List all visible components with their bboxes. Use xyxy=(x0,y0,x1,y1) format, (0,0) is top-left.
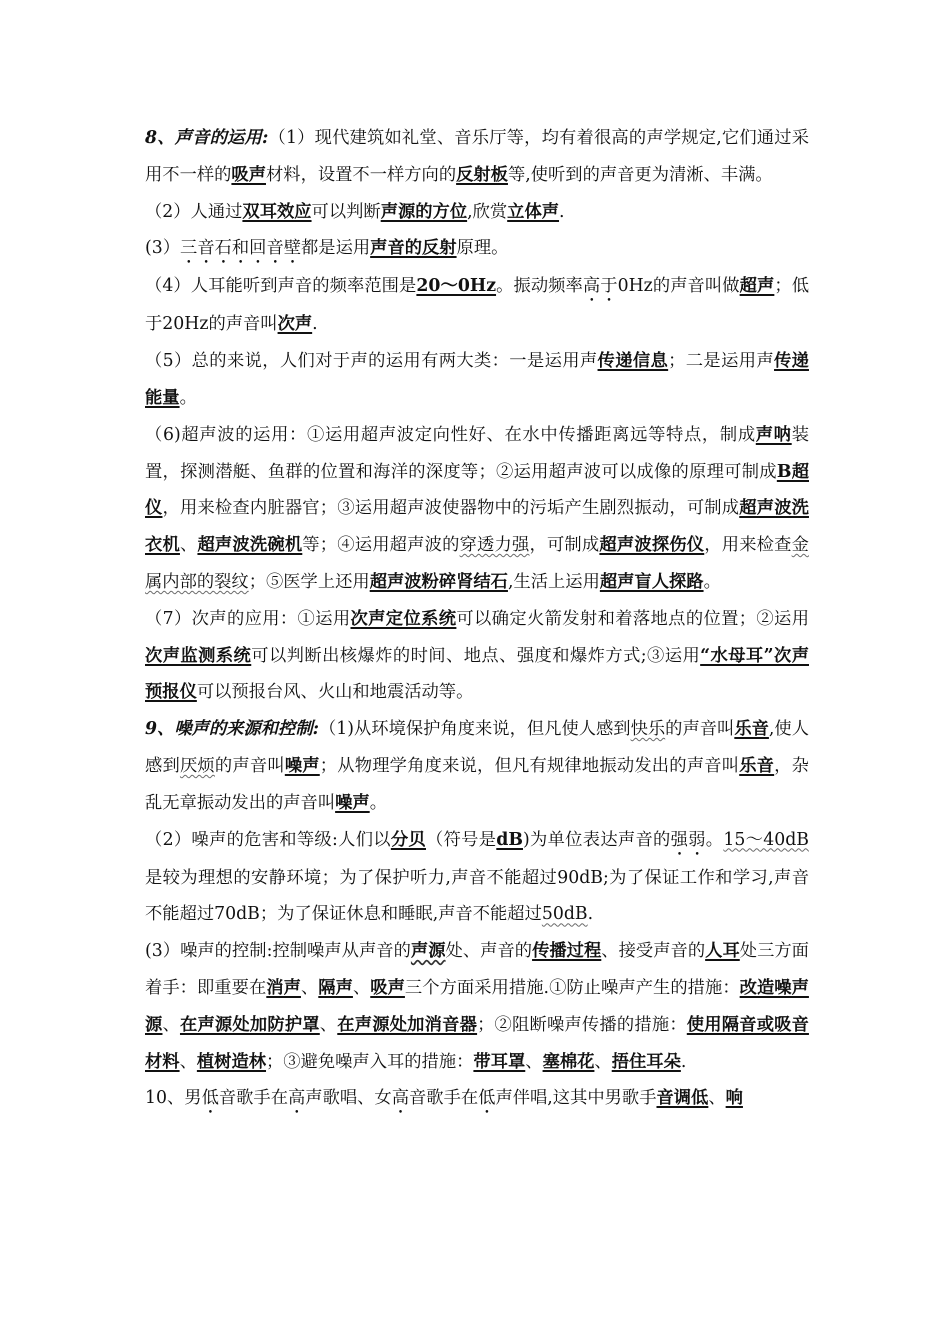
key-term: 次声监测系统 xyxy=(145,645,252,666)
section9-paragraph-1: 9、噪声的来源和控制:（1)从环境保护角度来说，但凡使人感到快乐的声音叫乐音,使人感到厌烦的声音叫噪声；从物理学角度来说，但凡有规律地振动发出的声音叫乐音，杂乱无章振动发出的声音叫噪声。 xyxy=(145,719,809,813)
section8-paragraph-1: 8、声音的运用:（1）现代建筑如礼堂、音乐厅等，均有着很高的声学规定,它们通过采用不一样的吸声材料，设置不一样方向的反射板等,使听到的声音更为清淅、丰满。 xyxy=(145,128,809,185)
key-term: 乐音 xyxy=(734,719,769,740)
key-term: 声源 xyxy=(410,941,446,962)
section8-paragraph-5: （5）总的来说，人们对于声的运用有两大类：一是运用声传递信息；二是运用声传递能量。 xyxy=(145,351,809,408)
key-term: 噪声 xyxy=(335,792,370,813)
key-term: 次声定位系统 xyxy=(350,608,457,629)
emphasized-text: 强弱 xyxy=(670,829,706,850)
section10-paragraph: 10、男低音歌手在高声歌唱、女高音歌手在低声伴唱,这其中男歌手音调低、响 xyxy=(145,1088,743,1109)
wavy-underlined-text: 厌烦 xyxy=(179,755,215,776)
section8-paragraph-3: (3）三音石和回音壁都是运用声音的反射原理。 xyxy=(145,238,509,259)
wavy-underlined-text: 快乐 xyxy=(630,719,666,740)
section8-paragraph-2: （2）人通过双耳效应可以判断声源的方位,欣赏立体声. xyxy=(145,201,565,222)
emphasized-text: 低 xyxy=(201,1088,219,1109)
key-term: 声呐 xyxy=(755,424,792,445)
key-term: 20～0Hz xyxy=(416,276,497,297)
key-term: “水母耳”次声预报仪 xyxy=(145,645,809,703)
key-term: 音调低 xyxy=(656,1088,709,1109)
section8-paragraph-7: （7）次声的应用：①运用次声定位系统可以确定火箭发射和着落地点的位置；②运用次声监测系统可以判断出核爆炸的时间、地点、强度和爆炸方式;③运用“水母耳”次声预报仪可以预报台风、火山和地震活动等。 xyxy=(145,608,809,703)
key-term: 响 xyxy=(725,1088,743,1109)
key-term: 反射板 xyxy=(456,164,508,185)
emphasized-text: 低 xyxy=(478,1088,496,1109)
section9-paragraph-2: （2）噪声的危害和等级:人们以分贝（符号是dB)为单位表达声音的强弱。15～40dB是较为理想的安静环境；为了保护听力,声音不能超过90dB;为了保证工作和学习,声音不能超过70dB；为了保证休息和睡眠,声音不能超过50dB. xyxy=(145,829,809,925)
key-term: 隔声 xyxy=(318,977,353,998)
section8-paragraph-4: （4）人耳能听到声音的频率范围是20～0Hz。振动频率高于0Hz的声音叫做超声；低于20Hz的声音叫次声. xyxy=(145,276,809,335)
key-term: 在声源处加消音器 xyxy=(337,1014,478,1035)
section9-paragraph-3: (3）噪声的控制:控制噪声从声音的声源处、声音的传播过程、接受声音的人耳处三方面着手：即重要在消声、隔声、吸声三个方面采用措施.①防止噪声产生的措施：改造噪声源、在声源处加防护罩、在声源处加消音器；②阻断噪声传播的措施：使用隔音或吸音材料、植树造林；③避免噪声入耳的措施：带耳罩、塞棉花、捂住耳朵. xyxy=(145,941,809,1072)
wavy-underlined-text: 金属内部的裂纹 xyxy=(145,535,809,592)
emphasized-text: 高 xyxy=(391,1088,410,1109)
key-term: 超声盲人探路 xyxy=(599,571,704,592)
key-term: 塞棉花 xyxy=(542,1051,595,1072)
key-term: 声音的反射 xyxy=(370,238,457,259)
key-term: 噪声 xyxy=(284,755,320,776)
section9-heading: 9、噪声的来源和控制: xyxy=(145,719,319,740)
section8-heading: 8、声音的运用: xyxy=(145,128,269,148)
key-term: 超声 xyxy=(739,276,775,297)
key-term: 消声 xyxy=(266,977,301,998)
key-term: 超声波洗衣机 xyxy=(145,498,809,556)
key-term: 传播过程 xyxy=(532,941,602,962)
wavy-underlined-text: 15～40dB xyxy=(723,829,809,850)
key-term: 带耳罩 xyxy=(473,1051,526,1072)
key-term: 改造噪声源 xyxy=(145,977,809,1035)
key-term: 传递能量 xyxy=(145,351,809,408)
key-term: 捂住耳朵 xyxy=(611,1051,681,1072)
emphasized-text: 三音石和回音壁 xyxy=(180,238,302,259)
key-term: 次声 xyxy=(277,314,313,335)
key-term: 人耳 xyxy=(705,941,740,962)
key-term: 声源的方位 xyxy=(380,201,468,222)
key-term: 超声波粉碎肾结石 xyxy=(369,571,508,592)
key-term: 传递信息 xyxy=(597,351,669,372)
key-term: B超仪 xyxy=(145,461,809,519)
wavy-underlined-text: 50dB xyxy=(541,904,588,925)
emphasized-text: 高 xyxy=(288,1088,306,1109)
key-term: 吸声 xyxy=(370,977,405,998)
key-term: 立体声 xyxy=(507,201,560,222)
emphasized-text: 高于 xyxy=(582,276,618,297)
section8-paragraph-6: （6)超声波的运用：①运用超声波定向性好、在水中传播距离远等特点，制成声呐装置，探测潜艇、鱼群的位置和海洋的深度等；②运用超声波可以成像的原理可制成B超仪，用来检查内脏器官；③运用超声波使器物中的污垢产生剧烈振动，可制成超声波洗衣机、超声波洗碗机等；④运用超声波的穿透力强，可制成超声波探伤仪，用来检查金属内部的裂纹；⑤医学上还用超声波粉碎肾结石,生活上运用超声盲人探路。 xyxy=(145,424,809,592)
key-term: 植树造林 xyxy=(196,1051,267,1072)
key-term: 超声波洗碗机 xyxy=(197,535,303,556)
wavy-underlined-text: 穿透力强 xyxy=(459,535,530,556)
document-page xyxy=(145,120,809,1118)
key-term: 吸声 xyxy=(231,164,266,185)
key-term: 双耳效应 xyxy=(242,201,312,222)
key-term: dB xyxy=(496,829,523,850)
key-term: 使用隔音或吸音材料 xyxy=(145,1014,809,1072)
key-term: 乐音 xyxy=(739,755,775,776)
key-term: 在声源处加防护罩 xyxy=(179,1014,320,1035)
key-term: 分贝 xyxy=(390,829,426,850)
key-term: 超声波探伤仪 xyxy=(599,535,705,556)
